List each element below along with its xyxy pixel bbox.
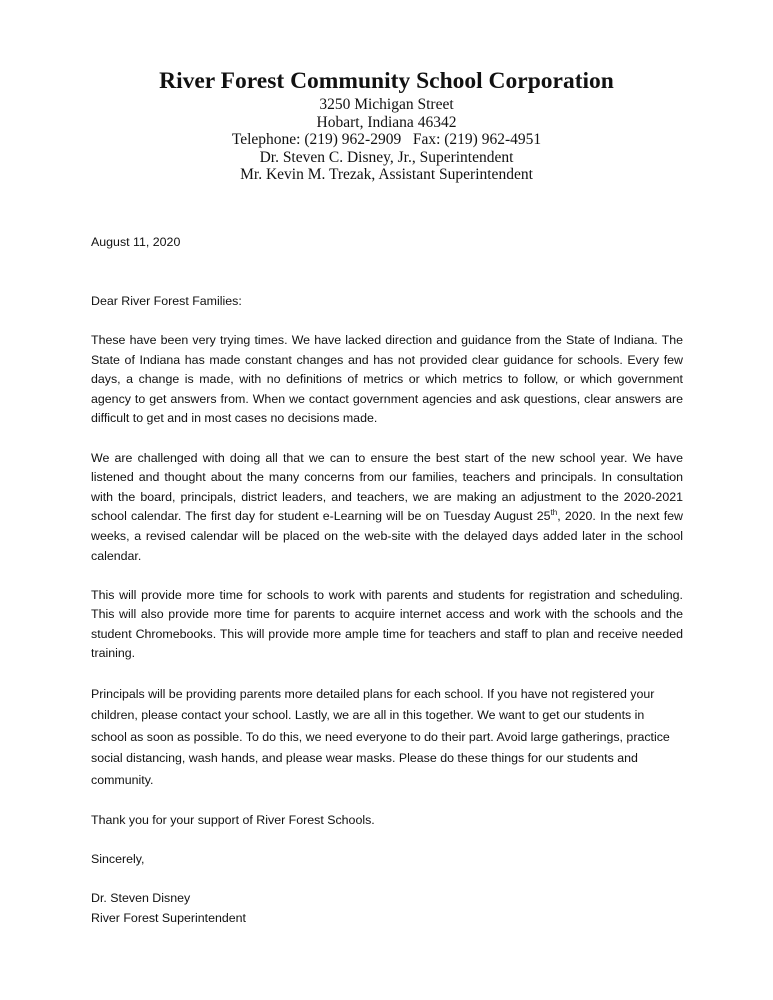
signer-name: Dr. Steven Disney	[91, 891, 191, 906]
superintendent-line: Dr. Steven C. Disney, Jr., Superintendent	[259, 148, 514, 166]
phone-fax: Telephone: (219) 962-2909 Fax: (219) 962-4951	[231, 131, 542, 149]
paragraph-calendar-text-a: We are challenged with doing all that we can to ensure the best start of the new school year. We have listened and thought about the many concerns from our families, teachers and principals. In consultation with the board, principals, district leaders, and teachers, we are making an adjustment to the 2020-2021 school calendar. The first day for student e-Learning will be on Tuesday August 25	[91, 450, 683, 524]
assistant-superintendent-line: Mr. Kevin M. Trezak, Assistant Superintendent	[240, 166, 533, 184]
street-address: 3250 Michigan Street	[319, 96, 454, 113]
city-state-zip: Hobart, Indiana 46342	[316, 113, 457, 131]
letter-body	[91, 233, 683, 928]
closing: Sincerely,	[91, 851, 145, 866]
signer-title: River Forest Superintendent	[91, 910, 246, 925]
letter-date: August 11, 2020	[91, 235, 181, 249]
paragraph-calendar-text-b: , 2020. In the next few weeks, a revised calendar will be placed on the web-site with the delayed days added later in the school calendar.	[91, 509, 683, 563]
thank-you-line: Thank you for your support of River Forest Schools.	[91, 812, 375, 827]
organization-name: River Forest Community School Corporation	[159, 68, 614, 94]
letterhead	[0, 66, 773, 184]
paragraph-calendar-adjustment	[91, 449, 683, 567]
salutation: Dear River Forest Families:	[91, 293, 242, 308]
ordinal-suffix: th	[550, 508, 558, 518]
paragraph-more-time: This will provide more time for schools to work with parents and students for registration and scheduling. This will also provide more time for parents to acquire internet access and work with the schools and the student Chromebooks. This will provide more ample time for teachers and staff to plan and receive needed training.	[91, 587, 683, 661]
paragraph-principals-plans: Principals will be providing parents more detailed plans for each school. If you have not registered your children, please contact your school. Lastly, we are all in this together. We want to get our students in school as soon as possible. To do this, we need everyone to do their part. Avoid large gatherings, practice social distancing, wash hands, and please wear masks. Please do these things for our students and community.	[91, 686, 670, 787]
paragraph-trying-times: These have been very trying times. We have lacked direction and guidance from the State of Indiana. The State of Indiana has made constant changes and has not provided clear guidance for schools. Every few days, a change is made, with no definitions of metrics or which metrics to follow, or which government agency to get answers from. When we contact government agencies and ask questions, clear answers are difficult to get and in most cases no decisions made.	[91, 332, 683, 426]
